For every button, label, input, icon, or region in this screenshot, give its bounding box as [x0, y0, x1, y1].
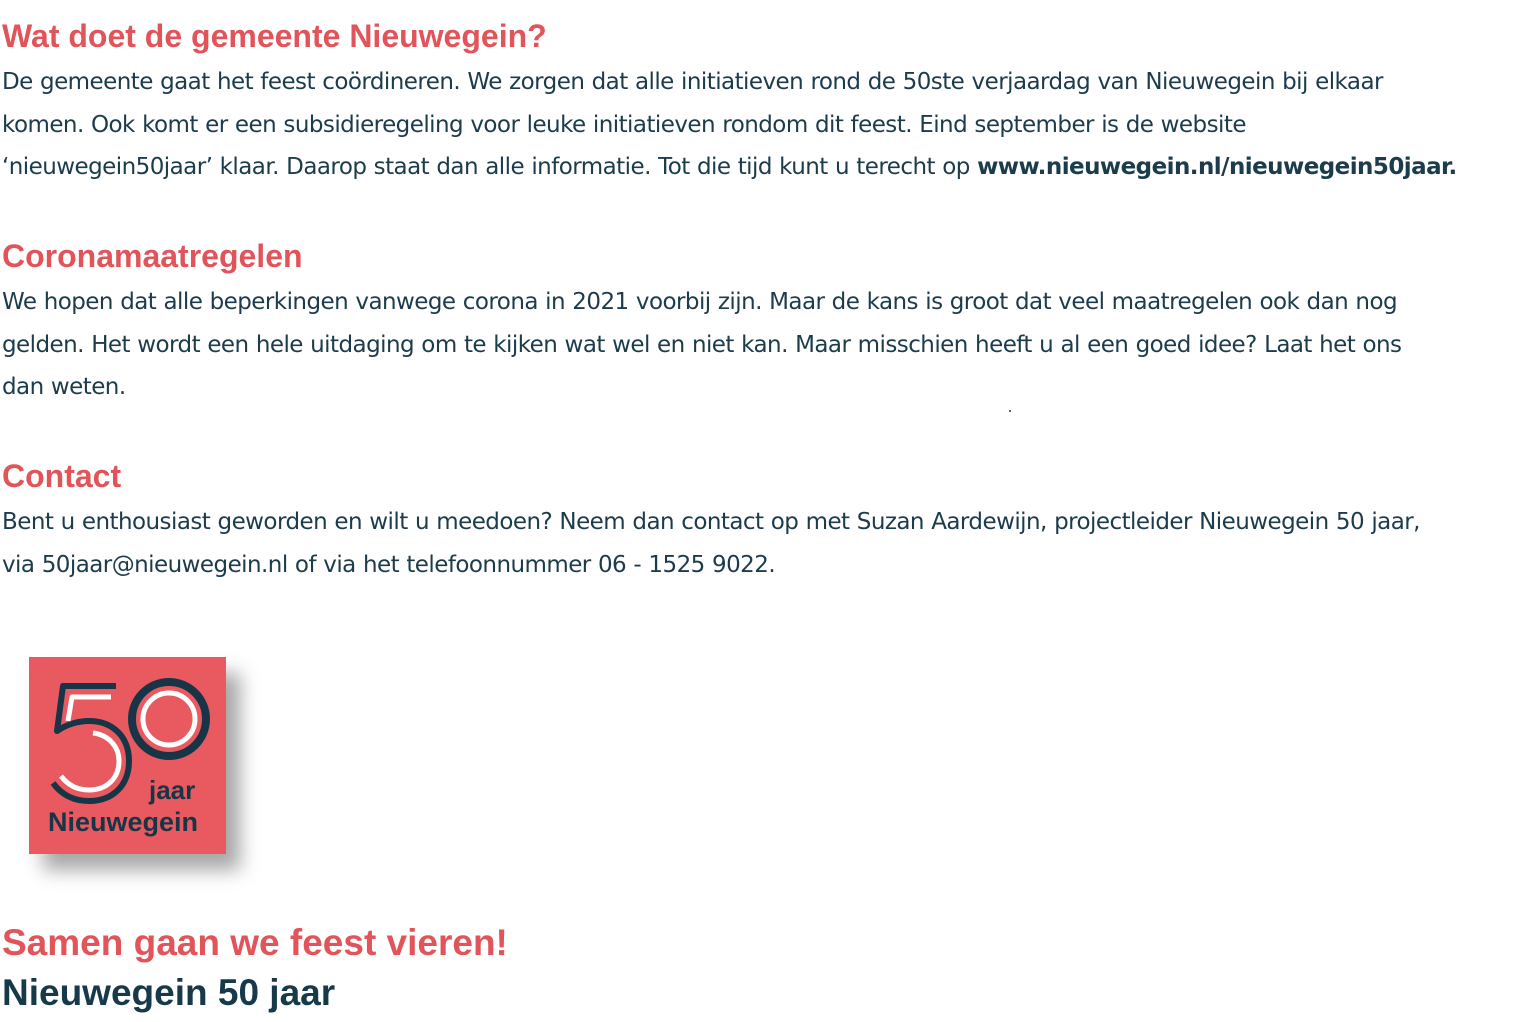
nieuwegein-50-jaar-logo — [29, 657, 226, 854]
closing-title: Nieuwegein 50 jaar — [2, 972, 336, 1013]
paragraph-line-text: ‘nieuwegein50jaar’ klaar. Daarop staat dan alle informatie. Tot die tijd kunt u terecht op — [2, 154, 978, 180]
website-link[interactable]: www.nieuwegein.nl/nieuwegein50jaar. — [977, 154, 1457, 180]
section-heading-contact: Contact — [2, 458, 122, 494]
closing-slogan: Samen gaan we feest vieren! — [2, 922, 508, 963]
paragraph-line: Bent u enthousiast geworden en wilt u meedoen? Neem dan contact op met Suzan Aardewijn, projectleider Nieuwegein 50 jaar, — [2, 509, 1420, 535]
paragraph-line: gelden. Het wordt een hele uitdaging om te kijken wat wel en niet kan. Maar misschien heeft u al een goed idee? Laat het ons — [2, 331, 1402, 358]
paragraph-line: We hopen dat alle beperkingen vanwege corona in 2021 voorbij zijn. Maar de kans is groot dat veel maatregelen ook dan nog — [2, 289, 1398, 315]
section-heading-what-does-municipality-do: Wat doet de gemeente Nieuwegein? — [2, 18, 547, 54]
paragraph-line: komen. Ook komt er een subsidieregeling voor leuke initiatieven rondom dit feest. Eind september is de website — [2, 111, 1246, 138]
paragraph-line: De gemeente gaat het feest coördineren. We zorgen dat alle initiatieven rond de 50ste verjaardag van Nieuwegein bij elkaar — [2, 69, 1383, 95]
section-paragraph-what-does-municipality-do — [2, 61, 1536, 189]
logo-word-jaar: jaar — [149, 775, 196, 805]
section-heading-corona-measures: Coronamaatregelen — [2, 238, 303, 274]
paragraph-line — [2, 146, 1536, 189]
paragraph-line: dan weten. — [2, 374, 126, 400]
section-paragraph-contact — [2, 501, 1536, 586]
logo-word-nieuwegein: Nieuwegein — [48, 807, 199, 837]
stray-dot — [1009, 410, 1011, 412]
paragraph-line: via 50jaar@nieuwegein.nl of via het telefoonnummer 06 - 1525 9022. — [2, 551, 776, 578]
section-paragraph-corona-measures — [2, 281, 1536, 409]
